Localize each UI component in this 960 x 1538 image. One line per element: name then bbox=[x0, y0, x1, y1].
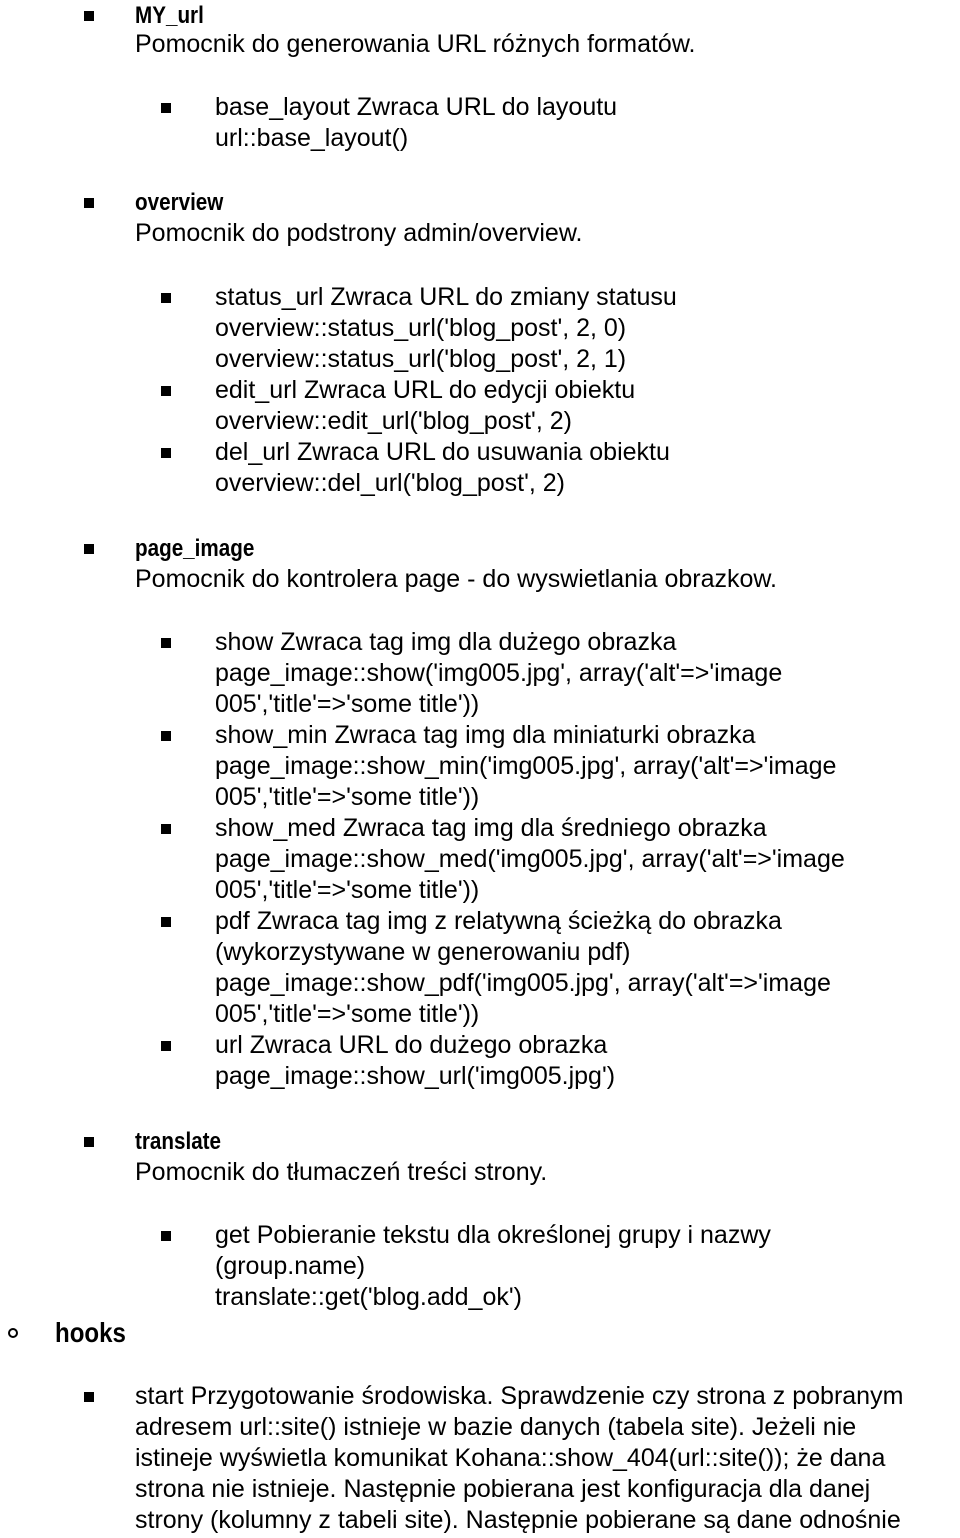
method-example: overview::status_url('blog_post', 2, 0) bbox=[215, 314, 627, 342]
hooks-title: hooks bbox=[55, 1317, 126, 1348]
bullet-square bbox=[161, 448, 171, 458]
hook-description: istineje wyświetla komunikat Kohana::show_404(url::site()); że dana bbox=[135, 1444, 886, 1472]
hook-description: strona nie istnieje. Następnie pobierana jest konfiguracja dla danej bbox=[135, 1475, 871, 1503]
method-entry: edit_url Zwraca URL do edycji obiektu bbox=[215, 376, 636, 404]
method-entry: base_layout Zwraca URL do layoutu bbox=[215, 93, 618, 121]
section-title: translate bbox=[135, 1128, 222, 1155]
bullet-square bbox=[84, 1137, 94, 1147]
hook-description: strony (kolumny z tabeli site). Następnie pobierane są dane odnośnie bbox=[135, 1506, 901, 1534]
section-description: Pomocnik do tłumaczeń treści strony. bbox=[135, 1158, 548, 1186]
method-example: 005','title'=>'some title')) bbox=[215, 876, 480, 904]
bullet-square bbox=[161, 103, 171, 113]
method-note: (wykorzystywane w generowaniu pdf) bbox=[215, 938, 631, 966]
bullet-square bbox=[84, 1392, 94, 1402]
bullet-square bbox=[161, 824, 171, 834]
method-example: translate::get('blog.add_ok') bbox=[215, 1283, 522, 1311]
method-example: 005','title'=>'some title')) bbox=[215, 690, 480, 718]
section-title: MY_url bbox=[135, 2, 204, 29]
section-description: Pomocnik do podstrony admin/overview. bbox=[135, 219, 583, 247]
method-entry: pdf Zwraca tag img z relatywną ścieżką do obrazka bbox=[215, 907, 782, 935]
method-example: overview::status_url('blog_post', 2, 1) bbox=[215, 345, 627, 373]
method-entry: status_url Zwraca URL do zmiany statusu bbox=[215, 283, 677, 311]
method-example: page_image::show_med('img005.jpg', array('alt'=>'image bbox=[215, 845, 845, 873]
method-example: page_image::show_url('img005.jpg') bbox=[215, 1062, 616, 1090]
method-example: url::base_layout() bbox=[215, 124, 409, 152]
bullet-square bbox=[161, 638, 171, 648]
bullet-square bbox=[161, 917, 171, 927]
bullet-square bbox=[84, 544, 94, 554]
method-example: 005','title'=>'some title')) bbox=[215, 783, 480, 811]
hook-description: start Przygotowanie środowiska. Sprawdzenie czy strona z pobranym bbox=[135, 1382, 904, 1410]
bullet-square bbox=[161, 293, 171, 303]
method-entry: url Zwraca URL do dużego obrazka bbox=[215, 1031, 608, 1059]
method-example: page_image::show_min('img005.jpg', array('alt'=>'image bbox=[215, 752, 837, 780]
method-example: overview::edit_url('blog_post', 2) bbox=[215, 407, 572, 435]
bullet-square bbox=[84, 11, 94, 21]
section-title: page_image bbox=[135, 535, 255, 562]
method-example: 005','title'=>'some title')) bbox=[215, 1000, 480, 1028]
bullet-circle bbox=[8, 1328, 18, 1338]
bullet-square bbox=[161, 1231, 171, 1241]
section-description: Pomocnik do generowania URL różnych formatów. bbox=[135, 30, 696, 58]
bullet-square bbox=[161, 731, 171, 741]
bullet-square bbox=[161, 386, 171, 396]
section-title: overview bbox=[135, 189, 224, 216]
method-note: (group.name) bbox=[215, 1252, 366, 1280]
method-example: page_image::show_pdf('img005.jpg', array('alt'=>'image bbox=[215, 969, 831, 997]
bullet-square bbox=[84, 198, 94, 208]
method-example: page_image::show('img005.jpg', array('alt'=>'image bbox=[215, 659, 783, 687]
section-description: Pomocnik do kontrolera page - do wyswietlania obrazkow. bbox=[135, 565, 778, 593]
method-entry: show_med Zwraca tag img dla średniego obrazka bbox=[215, 814, 767, 842]
bullet-square bbox=[161, 1041, 171, 1051]
method-entry: show_min Zwraca tag img dla miniaturki obrazka bbox=[215, 721, 756, 749]
hook-description: adresem url::site() istnieje w bazie danych (tabela site). Jeżeli nie bbox=[135, 1413, 857, 1441]
method-example: overview::del_url('blog_post', 2) bbox=[215, 469, 565, 497]
method-entry: get Pobieranie tekstu dla określonej grupy i nazwy bbox=[215, 1221, 771, 1249]
method-entry: show Zwraca tag img dla dużego obrazka bbox=[215, 628, 677, 656]
method-entry: del_url Zwraca URL do usuwania obiektu bbox=[215, 438, 670, 466]
